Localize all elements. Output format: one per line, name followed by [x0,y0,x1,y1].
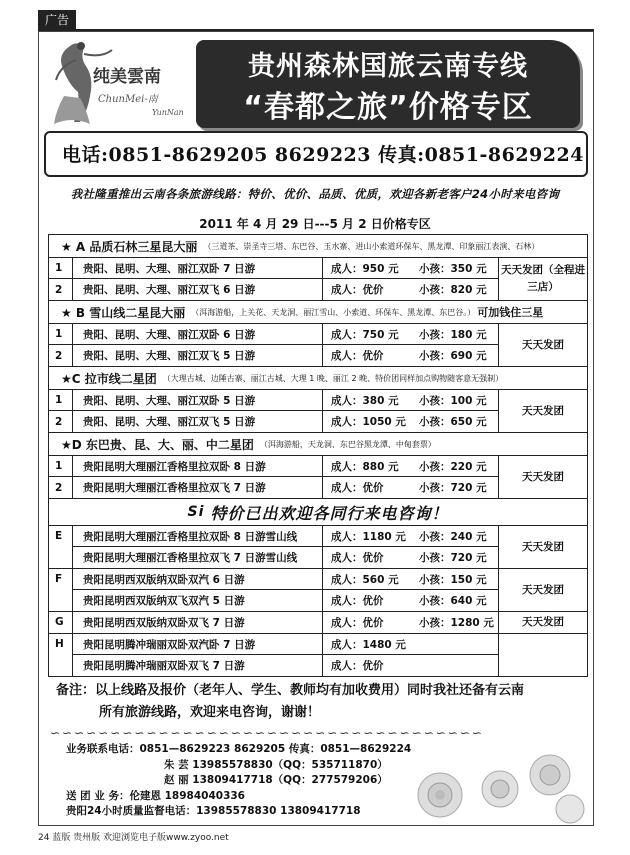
contact-line-3: 赵 丽 13809417718（QQ：277579206） [164,774,388,786]
row-number: 2 [49,477,73,498]
adult-price: 成人：优价 [331,552,384,564]
group-letter: G [49,612,73,633]
tagline: 我社隆重推出云南各条旅游线路：特价、优价、品质、优质，欢迎各新老客户24小时来电咨询 [70,187,560,201]
child-price: 小孩：1280 元 [413,612,499,633]
table-row [49,456,499,477]
group-block [49,390,587,433]
group-rows [73,612,499,633]
adult-price: 成人：优价 [331,350,384,362]
adult-price: 成人：950 元 [331,262,399,275]
group-block [49,258,587,301]
banner-subtitle: “春都之旅”价格专区 [243,90,533,125]
table-row [73,655,499,676]
adult-price: 成人：380 元 [331,394,399,407]
departure-schedule: 天天发团 [522,583,564,596]
route-name: 贵阳昆明大理丽江香格里拉双飞 7 日游雪山线 [73,547,323,568]
group-description: （洱海游船，天龙洞、东巴谷黑龙潭、中甸套票） [259,439,436,449]
remark [56,680,586,724]
table-row [49,345,499,366]
child-price: 小孩：220 元 [413,456,499,476]
adult-price: 成人：优价 [331,482,384,494]
row-number: 2 [49,411,73,432]
table-row [49,324,499,345]
group-letter: E [49,526,73,568]
table-row [73,590,499,611]
contact-line-1: 业务联系电话：0851—8629223 8629205 传真：0851—8629224 [66,743,412,755]
contact-block [66,742,411,820]
banner-title: 贵州森林国旅云南专线 [248,51,528,82]
group-block [49,456,587,499]
row-number: 2 [49,279,73,300]
route-name: 贵阳昆明西双版纳双卧双飞 7 日游 [73,612,323,633]
adult-price: 成人：优价 [331,660,384,672]
row-number: 1 [49,390,73,410]
table-row [49,477,499,498]
adult-price: 成人：880 元 [331,460,399,473]
group-title: ★D 东巴贵、昆、大、丽、中二星团 [61,437,254,452]
table-row [49,390,499,411]
group-header [49,235,587,258]
group-header [49,433,587,456]
remark-line-1: 备注：以上线路及报价（老年人、学生、教师均有加收费用）同时我社还备有云南 [56,683,525,698]
contact-line-4: 送 团 业 务：伦建恩 18984040336 [66,789,245,802]
departure-schedule: 天天发团 [522,404,564,417]
roses-decoration-icon [400,745,590,825]
child-price: 小孩：640 元 [413,590,499,611]
lettered-group [49,526,587,569]
route-name: 贵阳昆明西双版纳双飞双汽 5 日游 [73,590,323,611]
route-name: 贵阳、昆明、大理、丽江双飞 6 日游 [73,279,323,300]
child-price: 小孩：100 元 [413,390,499,410]
route-name: 贵阳昆明腾冲瑞丽双卧双飞 7 日游 [73,655,323,676]
adult-price: 成人：1480 元 [331,638,406,651]
adult-price: 成人：1180 元 [331,530,406,543]
lettered-group [49,569,587,612]
route-name: 贵阳昆明腾冲瑞丽双卧双汽卧 7 日游 [73,634,323,654]
adult-price: 成人：优价 [331,595,384,607]
group-header [49,301,587,324]
group-extra: 可加钱住三星 [477,306,544,319]
table-row [73,526,499,547]
table-row [49,411,499,432]
route-name: 贵阳、昆明、大理、丽江双飞 5 日游 [73,411,323,432]
adult-price: 成人：750 元 [331,328,399,341]
route-name: 贵阳昆明西双版纳双卧双汽 6 日游 [73,569,323,589]
group-block [49,324,587,367]
route-name: 贵阳、昆明、大理、丽江双飞 5 日游 [73,345,323,366]
child-price: 小孩：820 元 [413,279,499,300]
group-rows [73,569,499,611]
adult-price: 成人：1050 元 [331,416,406,428]
price-section-title: 2011 年 4 月 29 日---5 月 2 日价格专区 [199,217,431,231]
child-price: 小孩：180 元 [413,324,499,344]
group-rows [73,634,499,676]
price-table [48,234,588,677]
adult-price: 成人：560 元 [331,573,399,586]
ad-tag: 广告 [38,10,76,30]
logo-text: 纯美雲南 [93,67,161,87]
group-rows [49,390,499,432]
group-description: （洱海游船，上关花、天龙洞、丽江雪山、小索道、环保车、黑龙潭、东巴谷。） [191,307,476,317]
page-footer: 24 蓝版 贵州版 欢迎浏览电子版www.zyoo.net [38,833,229,843]
lettered-group [49,634,587,676]
special-offer-banner [49,499,587,526]
contact-line-2: 朱 芸 13985578830（QQ：535711870） [164,758,388,771]
child-price: 小孩：150 元 [413,569,499,589]
table-row [49,279,499,300]
adult-price: 成人：优价 [331,284,384,296]
child-price: 小孩：690 元 [413,345,499,366]
row-number: 1 [49,456,73,476]
row-number: 1 [49,324,73,344]
group-title: ★ A 品质石林三星昆大丽 [61,239,198,254]
route-name: 贵阳、昆明、大理、丽江双卧 5 日游 [73,390,323,410]
logo-subtext-2: YunNan [152,108,184,117]
child-price [413,634,499,654]
table-row [49,258,499,279]
group-description: （三道茶、崇圣寺三塔、东巴谷、玉水寨、进山小索道环保车、黑龙潭、印象丽江表演、石林） [203,241,540,251]
route-name: 贵阳、昆明、大理、丽江双卧 6 日游 [73,324,323,344]
group-rows [49,456,499,498]
group-title: ★C 拉市线二星团 [61,371,157,386]
group-rows [73,526,499,568]
child-price: 小孩：650 元 [413,411,499,432]
departure-schedule: 天天发团 [522,338,564,351]
table-row [73,612,499,633]
departure-schedule [499,634,587,676]
special-mark: Si [187,504,205,520]
child-price: 小孩：350 元 [413,258,499,278]
contact-line-5: 贵阳24小时质量监督电话：13985578830 13809417718 [66,805,361,817]
route-name: 贵阳、昆明、大理、丽江双卧 7 日游 [73,258,323,278]
group-rows [49,258,499,300]
wave-divider: ∽∽∽∽∽∽∽∽∽∽∽∽∽∽∽∽∽∽∽∽∽∽∽∽∽∽∽∽∽∽∽∽∽∽∽∽ [50,726,484,740]
group-rows [49,324,499,366]
group-title: ★ B 雪山线二星昆大丽 [61,305,186,320]
table-row [73,634,499,655]
group-letter: H [49,634,73,676]
route-name: 贵阳昆明大理丽江香格里拉双飞 7 日游 [73,477,323,498]
row-number: 2 [49,345,73,366]
departure-schedule: 天天发团（全程进三店） [501,264,585,293]
child-price [413,655,499,676]
departure-schedule: 天天发团 [522,616,564,628]
group-letter: F [49,569,73,611]
child-price: 小孩：720 元 [413,477,499,498]
route-name: 贵阳昆明大理丽江香格里拉双卧 8 日游雪山线 [73,526,323,546]
group-description: （大理古城、边陲古寨、丽江古城、大理 1 晚、丽江 2 晚、特价团同样加点购物随客意无强制） [162,373,504,383]
remark-line-2: 所有旅游线路，欢迎来电咨询，谢谢！ [99,705,321,720]
logo-subtext: ChunMei-南 [98,94,158,105]
child-price: 小孩：720 元 [413,547,499,568]
group-header [49,367,587,390]
departure-schedule: 天天发团 [522,540,564,553]
adult-price: 成人：优价 [331,617,384,629]
table-row [73,547,499,568]
phone-fax-line: 电话:0851-8629205 8629223 传真:0851-8629224 [62,144,584,166]
lettered-group [49,612,587,634]
row-number: 1 [49,258,73,278]
table-row [73,569,499,590]
departure-schedule: 天天发团 [522,470,564,483]
special-offer-text: 特价已出欢迎各同行来电咨询！ [210,503,449,523]
child-price: 小孩：240 元 [413,526,499,546]
route-name: 贵阳昆明大理丽江香格里拉双卧 8 日游 [73,456,323,476]
